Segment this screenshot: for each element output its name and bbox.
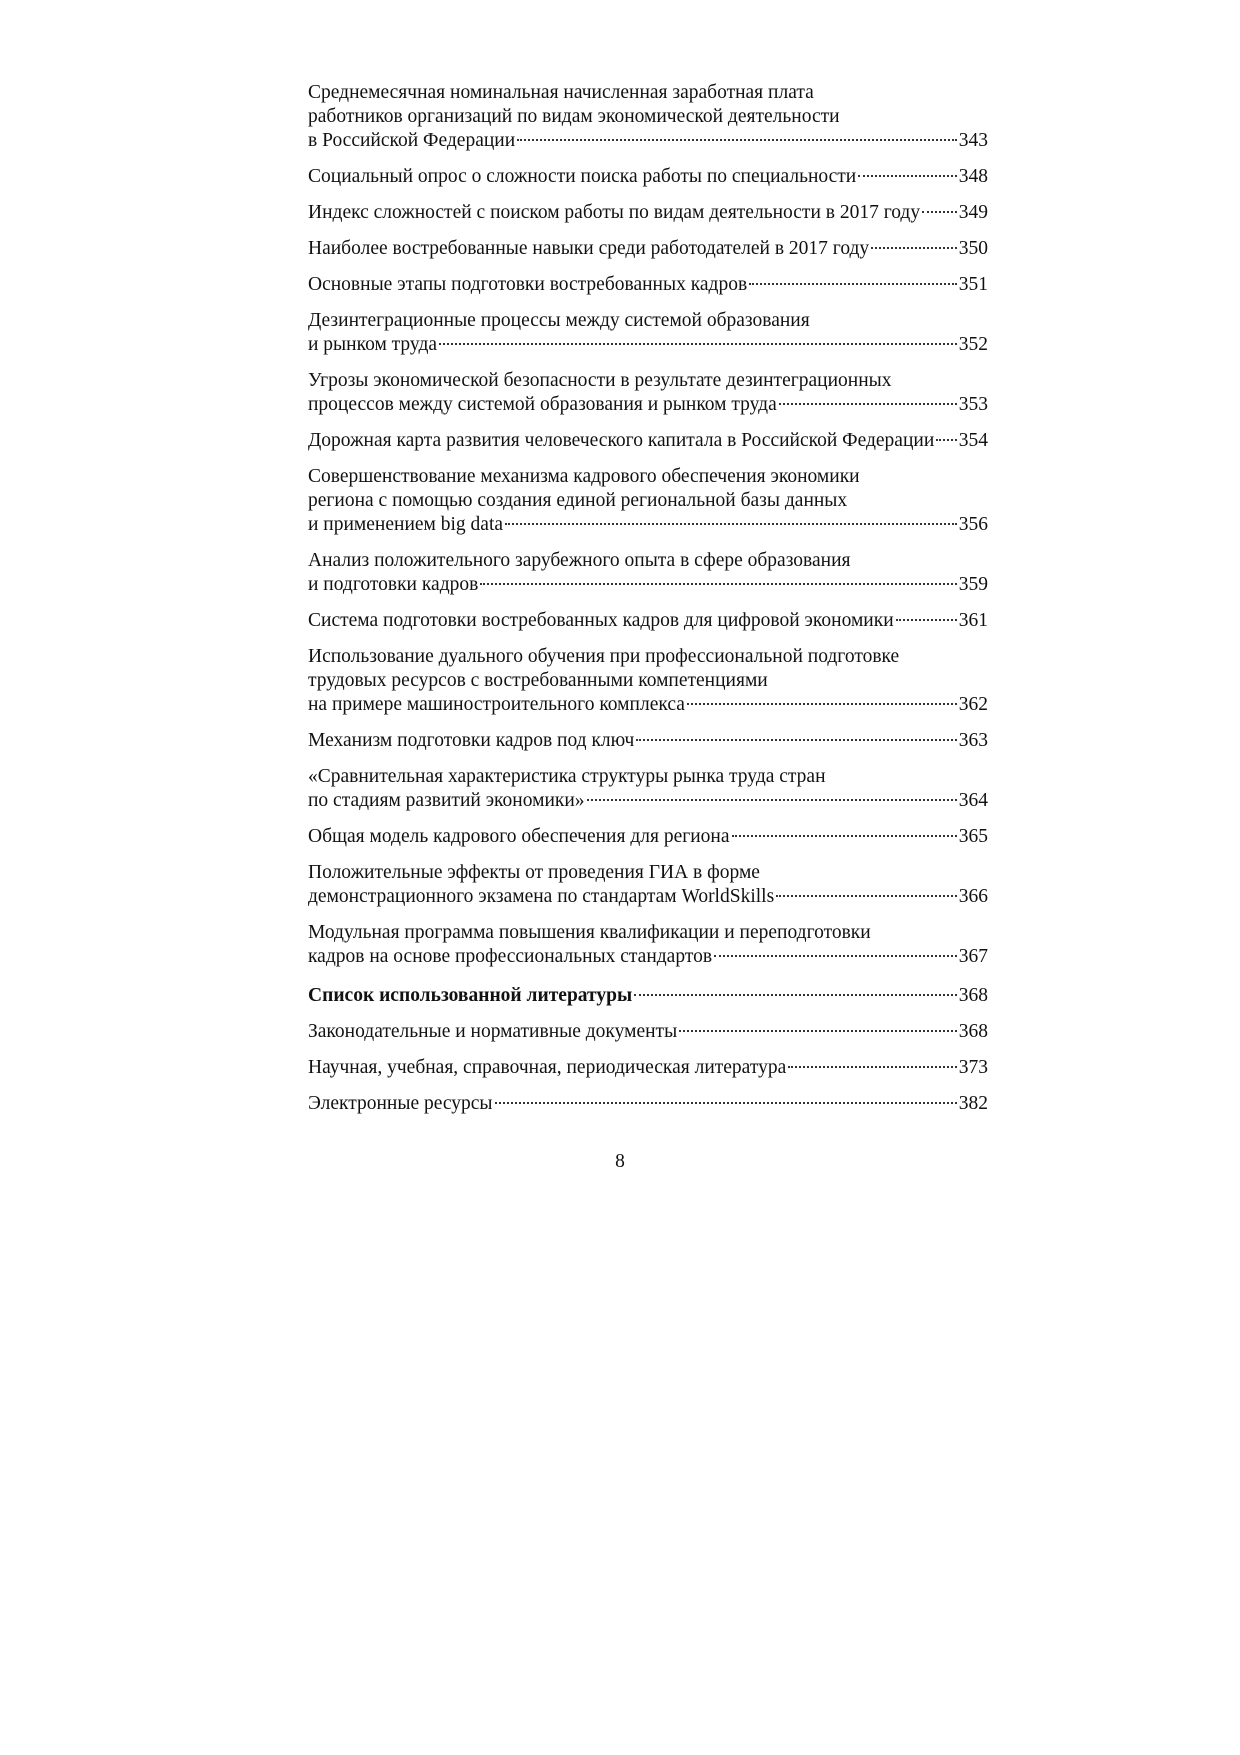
toc-entry	[308, 1056, 988, 1080]
toc-entry-page: 352	[958, 334, 988, 355]
toc-entry-title-line: Законодательные и нормативные документы	[308, 1021, 678, 1042]
toc-entry-last-line	[308, 729, 988, 753]
toc-entry-last-line	[308, 513, 988, 537]
toc-entry	[308, 921, 988, 969]
toc-entry-title-line: Список использованной литературы	[308, 985, 633, 1006]
toc-entry	[308, 645, 988, 717]
toc-entry-page: 353	[958, 394, 988, 415]
toc-entry-page: 366	[958, 886, 988, 907]
toc-entry-page: 361	[958, 610, 988, 631]
toc-entry	[308, 825, 988, 849]
dot-leader	[439, 343, 957, 345]
toc-entry-title-line: Использование дуального обучения при профессиональной подготовке	[308, 646, 900, 667]
dot-leader	[679, 1030, 957, 1032]
toc-entry-last-line	[308, 237, 988, 261]
toc-entry-page: 350	[958, 238, 988, 259]
dot-leader	[779, 403, 957, 405]
toc-entry-last-line	[308, 609, 988, 633]
toc-entry-title-line: Наиболее востребованные навыки среди работодателей в 2017 году	[308, 238, 870, 259]
toc-entry-title-line: в Российской Федерации	[308, 130, 516, 151]
toc-entry	[308, 861, 988, 909]
toc-entry	[308, 201, 988, 225]
toc-entry	[308, 81, 988, 153]
toc-entry	[308, 165, 988, 189]
toc-entry-last-line	[308, 945, 988, 969]
toc-entry-page: 365	[958, 826, 988, 847]
toc-entry	[308, 984, 988, 1008]
toc-entry	[308, 429, 988, 453]
toc-entry-title-line: Угрозы экономической безопасности в результате дезинтеграционных	[308, 370, 892, 391]
toc-entry-title-line: Общая модель кадрового обеспечения для региона	[308, 826, 730, 847]
toc-entry-title-line: Основные этапы подготовки востребованных кадров	[308, 274, 748, 295]
toc-entry-page: 356	[958, 514, 988, 535]
toc-entry-title-line: Дорожная карта развития человеческого капитала в Российской Федерации	[308, 430, 935, 451]
toc-entry-last-line	[308, 429, 988, 453]
toc-entry	[308, 309, 988, 357]
dot-leader	[714, 955, 957, 957]
toc-entry-title-line: Среднемесячная номинальная начисленная заработная плата	[308, 82, 814, 103]
toc-entry-title-line: по стадиям развитий экономики»	[308, 790, 585, 811]
toc-entry	[308, 729, 988, 753]
toc-entry-last-line	[308, 333, 988, 357]
toc-entry-page: 354	[958, 430, 988, 451]
dot-leader	[480, 583, 956, 585]
dot-leader	[871, 247, 957, 249]
toc-entry-last-line	[308, 1020, 988, 1044]
toc-entry	[308, 1020, 988, 1044]
toc-entry-last-line	[308, 201, 988, 225]
toc-entry-page: 368	[958, 985, 988, 1006]
toc-entry-last-line	[308, 393, 988, 417]
toc-entry-title-line: Система подготовки востребованных кадров для цифровой экономики	[308, 610, 894, 631]
toc-entry-last-line	[308, 273, 988, 297]
toc-entry	[308, 1092, 988, 1116]
toc-entry-title-line: процессов между системой образования и рынком труда	[308, 394, 777, 415]
toc-entry	[308, 369, 988, 417]
toc-entry	[308, 549, 988, 597]
toc-entry-page: 364	[958, 790, 988, 811]
toc-entry-title-line: на примере машиностроительного комплекса	[308, 694, 685, 715]
toc-entry-last-line	[308, 573, 988, 597]
toc-entry	[308, 273, 988, 297]
dot-leader	[788, 1066, 956, 1068]
page-number: 8	[615, 1151, 625, 1172]
toc-entry-last-line	[308, 1056, 988, 1080]
dot-leader	[732, 835, 957, 837]
toc-entry-page: 368	[958, 1021, 988, 1042]
dot-leader	[776, 895, 957, 897]
toc-entry-title-line: демонстрационного экзамена по стандартам WorldSkills	[308, 886, 775, 907]
toc-entry	[308, 237, 988, 261]
toc-entry-title-line: и рынком труда	[308, 334, 438, 355]
toc-entry-title-line: Положительные эффекты от проведения ГИА в форме	[308, 862, 760, 883]
toc-entry-title-line: Анализ положительного зарубежного опыта в сфере образования	[308, 550, 851, 571]
toc-entry-title-line: и применением big data	[308, 514, 504, 535]
dot-leader	[896, 619, 957, 621]
toc-entry-page: 362	[958, 694, 988, 715]
toc-entry-page: 351	[958, 274, 988, 295]
toc-entry-page: 348	[958, 166, 988, 187]
toc-entry-title-line: работников организаций по видам экономической деятельности	[308, 106, 840, 127]
toc-entry-page: 373	[958, 1057, 988, 1078]
toc-entry-title-line: Механизм подготовки кадров под ключ	[308, 730, 635, 751]
toc-entry-last-line	[308, 984, 988, 1008]
toc-entry-title-line: «Сравнительная характеристика структуры рынка труда стран	[308, 766, 826, 787]
toc-entry-page: 382	[958, 1093, 988, 1114]
toc-entry	[308, 609, 988, 633]
toc-entry-last-line	[308, 885, 988, 909]
dot-leader	[517, 139, 957, 141]
toc-entry-title-line: Индекс сложностей с поиском работы по видам деятельности в 2017 году	[308, 202, 921, 223]
toc-entry	[308, 765, 988, 813]
toc-entry-last-line	[308, 789, 988, 813]
dot-leader	[858, 175, 957, 177]
toc-entry-title-line: региона с помощью создания единой региональной базы данных	[308, 490, 848, 511]
dot-leader	[505, 523, 957, 525]
dot-leader	[495, 1102, 957, 1104]
toc-entry-last-line	[308, 1092, 988, 1116]
toc-entry-title-line: Социальный опрос о сложности поиска работы по специальности	[308, 166, 857, 187]
toc-entry-page: 367	[958, 946, 988, 967]
toc-entry-last-line	[308, 129, 988, 153]
dot-leader	[687, 703, 957, 705]
toc-entry-title-line: кадров на основе профессиональных стандартов	[308, 946, 713, 967]
toc-entry-title-line: Электронные ресурсы	[308, 1093, 493, 1114]
toc-entry-page: 343	[958, 130, 988, 151]
dot-leader	[587, 799, 957, 801]
toc-entry-page: 349	[958, 202, 988, 223]
toc-entry-title-line: трудовых ресурсов с востребованными компетенциями	[308, 670, 768, 691]
toc-entry-page: 363	[958, 730, 988, 751]
table-of-contents	[308, 81, 988, 1128]
toc-entry-title-line: Дезинтеграционные процессы между системой образования	[308, 310, 810, 331]
dot-leader	[634, 994, 957, 996]
toc-entry-last-line	[308, 825, 988, 849]
dot-leader	[936, 439, 956, 441]
dot-leader	[636, 739, 956, 741]
toc-entry-title-line: Научная, учебная, справочная, периодическая литература	[308, 1057, 787, 1078]
dot-leader	[749, 283, 957, 285]
toc-entry-page: 359	[958, 574, 988, 595]
toc-entry-last-line	[308, 165, 988, 189]
toc-entry-title-line: и подготовки кадров	[308, 574, 479, 595]
toc-entry-title-line: Совершенствование механизма кадрового обеспечения экономики	[308, 466, 860, 487]
toc-entry	[308, 465, 988, 537]
toc-entry-last-line	[308, 693, 988, 717]
dot-leader	[922, 211, 957, 213]
toc-entry-title-line: Модульная программа повышения квалификации и переподготовки	[308, 922, 871, 943]
